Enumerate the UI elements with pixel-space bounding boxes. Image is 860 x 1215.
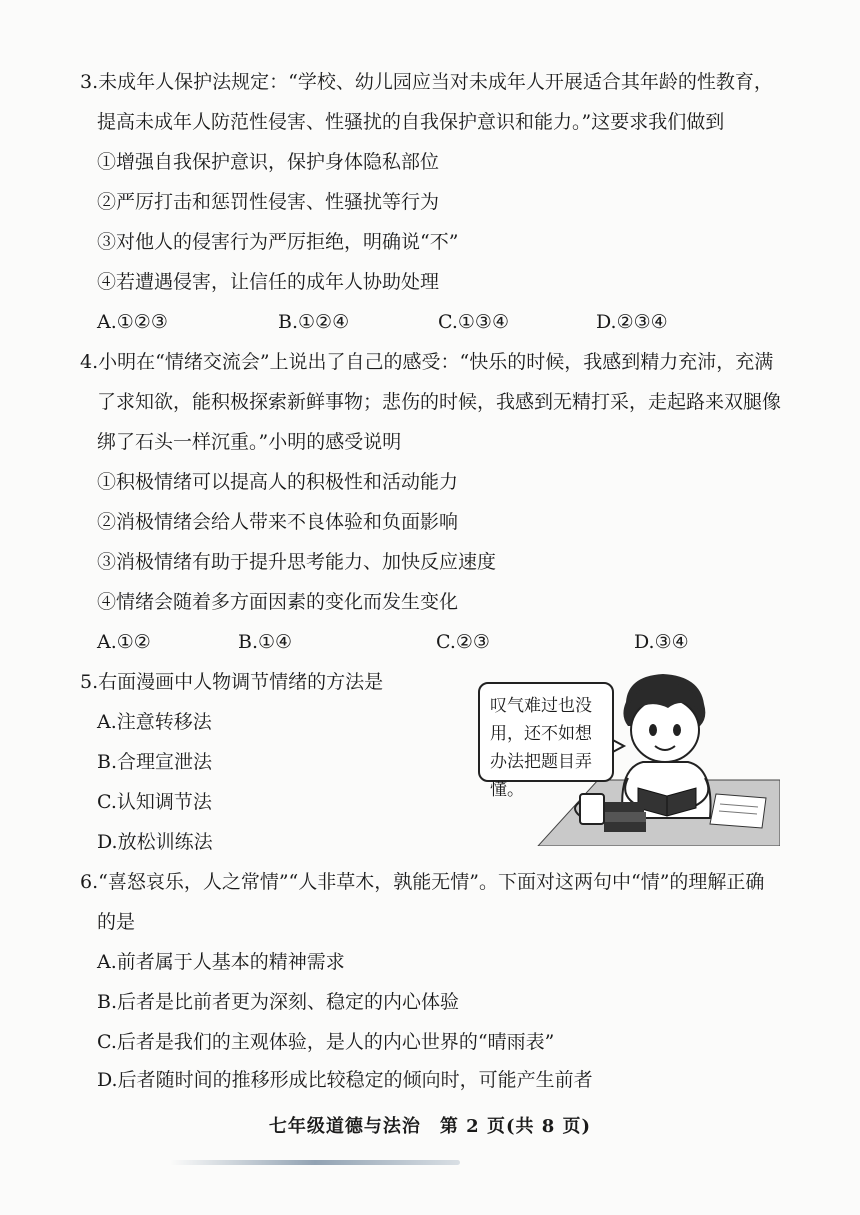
q6-option-c: C.后者是我们的主观体验，是人的内心世界的“晴雨表”: [97, 1031, 555, 1053]
q4-item-1: ①积极情绪可以提高人的积极性和活动能力: [97, 471, 459, 493]
q3-item-3: ③对他人的侵害行为严厉拒绝，明确说“不”: [97, 231, 459, 253]
q4-stem-line2: 了求知欲，能积极探索新鲜事物；悲伤的时候，我感到无精打采，走起路来双腿像: [97, 391, 782, 413]
q5-option-b: B.合理宣泄法: [97, 751, 213, 773]
q3-option-b: B.①②④: [278, 311, 350, 333]
q5-stem: 5.右面漫画中人物调节情绪的方法是: [80, 671, 384, 693]
q4-stem-line3: 绑了石头一样沉重。”小明的感受说明: [97, 431, 402, 453]
speech-bubble: [478, 682, 614, 800]
q4-item-3: ③消极情绪有助于提升思考能力、加快反应速度: [97, 551, 497, 573]
q4-option-d: D.③④: [634, 631, 689, 653]
q3-item-1: ①增强自我保护意识，保护身体隐私部位: [97, 151, 440, 173]
q4-stem-line1: 4.小明在“情绪交流会”上说出了自己的感受：“快乐的时候，我感到精力充沛，充满: [80, 351, 774, 373]
scan-artifact-line: [170, 1160, 460, 1165]
q6-option-a: A.前者属于人基本的精神需求: [97, 951, 345, 973]
speech-bubble-text: 叹气难过也没用，还不如想办法把题目弄懂。: [490, 696, 592, 800]
page-footer: 七年级道德与法治 第 2 页(共 8 页): [268, 1116, 592, 1137]
q4-item-2: ②消极情绪会给人带来不良体验和负面影响: [97, 511, 459, 533]
q5-option-a: A.注意转移法: [97, 711, 212, 733]
q3-stem-line1: 3.未成年人保护法规定：“学校、幼儿园应当对未成年人开展适合其年龄的性教育，: [80, 71, 773, 93]
q6-stem-line1: 6.“喜怒哀乐，人之常情”“人非草木，孰能无情”。下面对这两句中“情”的理解正确: [80, 871, 765, 893]
q5-option-c: C.认知调节法: [97, 791, 212, 813]
q4-item-4: ④情绪会随着多方面因素的变化而发生变化: [97, 591, 459, 613]
q5-option-d: D.放松训练法: [97, 831, 213, 853]
q4-option-a: A.①②: [97, 631, 151, 653]
q3-option-d: D.②③④: [596, 311, 668, 333]
q3-item-4: ④若遭遇侵害，让信任的成年人协助处理: [97, 271, 440, 293]
q6-stem-line2: 的是: [97, 911, 136, 933]
q3-option-c: C.①③④: [438, 311, 509, 333]
q3-option-a: A.①②③: [97, 311, 168, 333]
q3-item-2: ②严厉打击和惩罚性侵害、性骚扰等行为: [97, 191, 440, 213]
q3-stem-line2: 提高未成年人防范性侵害、性骚扰的自我保护意识和能力。”这要求我们做到: [97, 111, 725, 133]
q4-option-c: C.②③: [436, 631, 490, 653]
q6-option-d: D.后者随时间的推移形成比较稳定的倾向时，可能产生前者: [97, 1069, 593, 1091]
comic-illustration: [478, 668, 780, 846]
q6-option-b: B.后者是比前者更为深刻、稳定的内心体验: [97, 991, 460, 1013]
q4-option-b: B.①④: [238, 631, 293, 653]
